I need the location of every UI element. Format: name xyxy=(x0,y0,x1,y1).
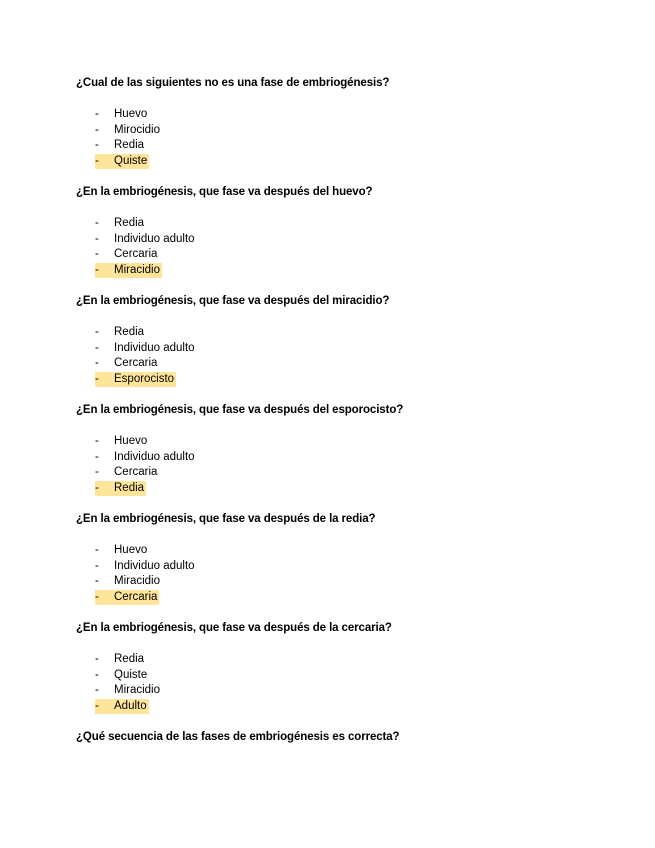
dash-marker: - xyxy=(95,466,99,479)
dash-marker: - xyxy=(95,139,99,152)
dash-marker: - xyxy=(95,559,99,572)
question-text: ¿En la embriogénesis, que fase va después de la redia? xyxy=(76,513,376,525)
option-label: Redia xyxy=(114,653,145,665)
option-item xyxy=(95,123,636,139)
correct-option-label: Miracidio xyxy=(114,263,161,276)
option-label: Miracidio xyxy=(114,684,161,697)
option-item xyxy=(95,668,636,684)
dash-marker: - xyxy=(95,123,99,136)
dash-marker: - xyxy=(95,435,99,447)
dash-marker: - xyxy=(95,372,99,385)
option-item xyxy=(95,325,636,341)
correct-option-item xyxy=(95,263,636,279)
options-list xyxy=(76,543,636,605)
question-text: ¿En la embriogénesis, que fase va después de la cercaria? xyxy=(76,622,392,634)
dash-marker: - xyxy=(95,668,99,681)
dash-marker: - xyxy=(95,326,99,338)
correct-option-item xyxy=(95,590,636,606)
correct-option-label: Adulto xyxy=(114,699,147,712)
question-text: ¿Qué secuencia de las fases de embriogénesis es correcta? xyxy=(76,731,400,743)
options-list xyxy=(76,107,636,169)
dash-marker: - xyxy=(95,357,99,370)
option-item xyxy=(95,574,636,590)
highlight xyxy=(95,481,146,497)
dash-marker: - xyxy=(95,341,99,354)
option-label: Cercaria xyxy=(114,466,158,479)
question-text: ¿En la embriogénesis, que fase va después del esporocisto? xyxy=(76,404,404,416)
option-label: Huevo xyxy=(114,108,148,120)
question-block xyxy=(76,512,636,605)
correct-option-label: Quiste xyxy=(114,154,148,167)
option-label: Redia xyxy=(114,139,145,152)
option-item xyxy=(95,138,636,154)
dash-marker: - xyxy=(95,232,99,245)
question-block xyxy=(76,730,636,745)
dash-marker: - xyxy=(95,154,99,167)
dash-marker: - xyxy=(95,575,99,588)
option-label: Individuo adulto xyxy=(114,559,195,572)
correct-option-item xyxy=(95,699,636,715)
question-text: ¿Cual de las siguientes no es una fase de embriogénesis? xyxy=(76,77,390,89)
option-item xyxy=(95,356,636,372)
option-label: Individuo adulto xyxy=(114,450,195,463)
highlight xyxy=(95,372,176,388)
question-text: ¿En la embriogénesis, que fase va después del miracidio? xyxy=(76,295,390,307)
question-text: ¿En la embriogénesis, que fase va después del huevo? xyxy=(76,186,373,198)
question-block xyxy=(76,621,636,714)
dash-marker: - xyxy=(95,108,99,120)
option-item xyxy=(95,341,636,357)
option-item xyxy=(95,107,636,123)
options-list xyxy=(76,434,636,496)
correct-option-item xyxy=(95,154,636,170)
option-label: Miracidio xyxy=(114,575,161,588)
option-label: Quiste xyxy=(114,668,148,681)
highlight xyxy=(95,699,149,715)
correct-option-item xyxy=(95,372,636,388)
dash-marker: - xyxy=(95,653,99,665)
option-label: Individuo adulto xyxy=(114,232,195,245)
option-item xyxy=(95,683,636,699)
option-item xyxy=(95,652,636,668)
correct-option-label: Redia xyxy=(114,481,145,494)
dash-marker: - xyxy=(95,590,99,603)
option-item xyxy=(95,247,636,263)
option-item xyxy=(95,232,636,248)
dash-marker: - xyxy=(95,450,99,463)
option-label: Cercaria xyxy=(114,357,158,370)
option-item xyxy=(95,543,636,559)
option-label: Individuo adulto xyxy=(114,341,195,354)
correct-option-item xyxy=(95,481,636,497)
dash-marker: - xyxy=(95,217,99,229)
correct-option-label: Esporocisto xyxy=(114,372,175,385)
option-label: Mirocidio xyxy=(114,123,161,136)
option-item xyxy=(95,434,636,450)
highlight xyxy=(95,263,162,279)
options-list xyxy=(76,216,636,278)
dash-marker: - xyxy=(95,684,99,697)
highlight xyxy=(95,154,149,170)
option-item xyxy=(95,450,636,466)
options-list xyxy=(76,325,636,387)
option-label: Huevo xyxy=(114,544,148,556)
question-block xyxy=(76,294,636,387)
dash-marker: - xyxy=(95,544,99,556)
option-label: Redia xyxy=(114,217,145,229)
dash-marker: - xyxy=(95,699,99,712)
option-item xyxy=(95,465,636,481)
highlight xyxy=(95,590,159,606)
option-item xyxy=(95,559,636,575)
question-block xyxy=(76,185,636,278)
option-label: Huevo xyxy=(114,435,148,447)
correct-option-label: Cercaria xyxy=(114,590,158,603)
question-block xyxy=(76,76,636,169)
dash-marker: - xyxy=(95,263,99,276)
dash-marker: - xyxy=(95,248,99,261)
question-block xyxy=(76,403,636,496)
option-item xyxy=(95,216,636,232)
option-label: Cercaria xyxy=(114,248,158,261)
options-list xyxy=(76,652,636,714)
dash-marker: - xyxy=(95,481,99,494)
option-label: Redia xyxy=(114,326,145,338)
